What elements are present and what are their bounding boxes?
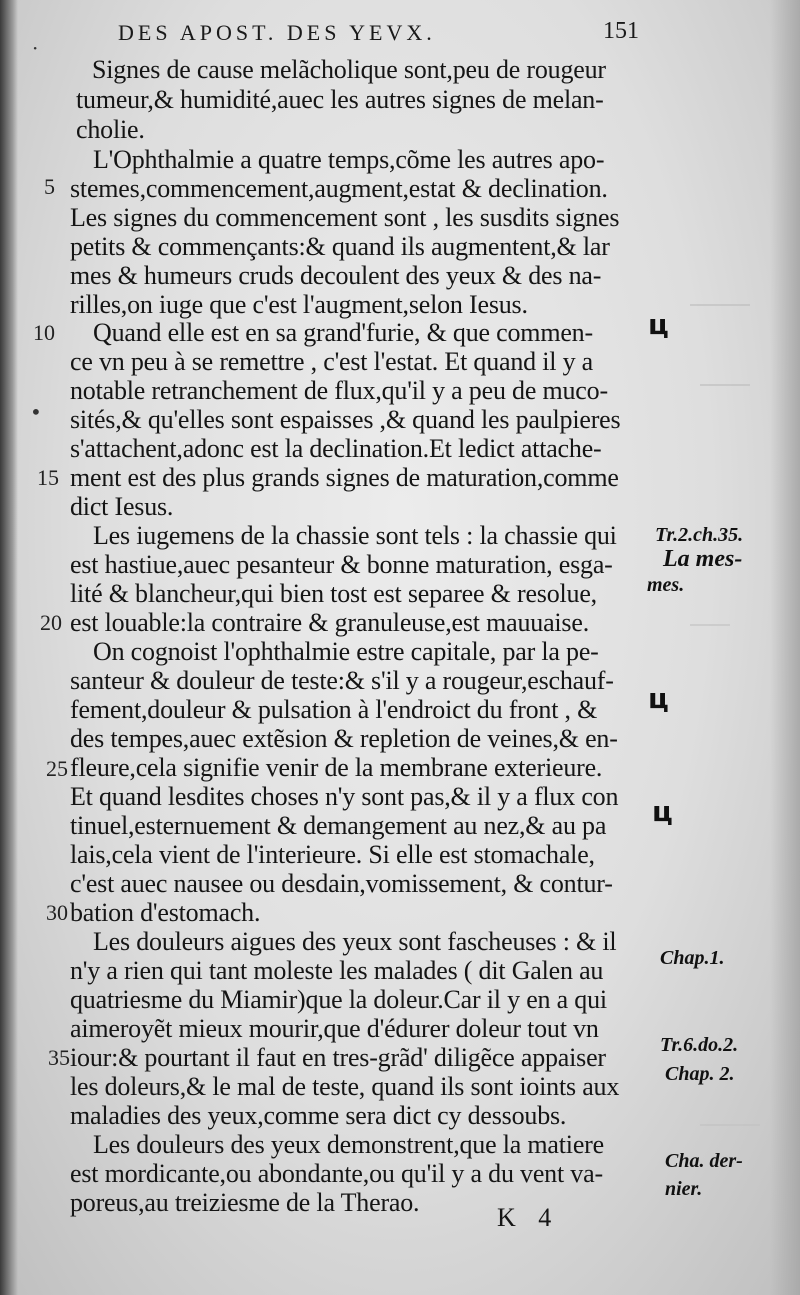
text-line: Signes de cause melãcholique sont,peu de rougeur	[92, 55, 606, 84]
line-number: 25	[46, 756, 68, 781]
handwritten-mark: ц	[648, 308, 669, 341]
text-line: mes & humeurs cruds decoulent des yeux & des na-	[70, 261, 602, 290]
text-line: fement,douleur & pulsation à l'endroict du front , &	[70, 695, 598, 724]
marginal-note: Cha. der-	[665, 1150, 743, 1172]
marginal-note: Tr.6.do.2.	[660, 1034, 739, 1056]
text-line: maladies des yeux,comme sera dict cy dessoubs.	[70, 1101, 567, 1130]
line-number: 15	[37, 465, 59, 490]
text-line: Quand elle est en sa grand'furie, & que commen-	[93, 318, 593, 347]
marginal-note: nier.	[665, 1178, 703, 1200]
text-line: iour:& pourtant il faut en tres-grãd' diligẽce appaiser	[70, 1043, 606, 1072]
margin-dot: •	[30, 400, 42, 424]
text-line: stemes,commencement,augment,estat & declination.	[70, 174, 608, 203]
text-line: lité & blancheur,qui bien tost est separee & resolue,	[70, 579, 597, 608]
handwritten-mark: ц	[652, 795, 673, 828]
marginal-note: mes.	[647, 574, 685, 596]
text-line: bation d'estomach.	[70, 898, 261, 927]
text-line: fleure,cela signifie venir de la membrane exterieure.	[70, 753, 603, 782]
marginal-note: Chap. 2.	[665, 1063, 735, 1085]
text-line: n'y a rien qui tant moleste les malades ( dit Galen au	[70, 956, 604, 985]
text-line: rilles,on iuge que c'est l'augment,selon Iesus.	[70, 290, 528, 319]
text-line: c'est auec nausee ou desdain,vomissement, & contur-	[70, 869, 613, 898]
margin-dot: ·	[32, 36, 39, 60]
text-line: quatriesme du Miamir)que la doleur.Car il y en a qui	[70, 985, 607, 1014]
text-line: des tempes,auec extẽsion & repletion de veines,& en-	[70, 724, 618, 753]
page-number: 151	[603, 18, 639, 44]
signature-mark: K 4	[497, 1203, 560, 1232]
text-line: lais,cela vient de l'interieure. Si elle est stomachale,	[70, 840, 595, 869]
line-number: 5	[44, 174, 55, 199]
text-line: cholie.	[76, 115, 145, 144]
text-line: est mordicante,ou abondante,ou qu'il y a du vent va-	[70, 1159, 603, 1188]
text-line: s'attachent,adonc est la declination.Et ledict attache-	[70, 434, 602, 463]
text-line: les doleurs,& le mal de teste, quand ils sont ioints aux	[70, 1072, 620, 1101]
line-number: 35	[48, 1045, 70, 1070]
running-head: DES APOST. DES YEVX.	[118, 20, 436, 45]
line-number: 20	[40, 610, 62, 635]
text-line: petits & commençants:& quand ils augmentent,& lar	[70, 232, 610, 261]
text-line: tinuel,esternuement & demangement au nez,& au pa	[70, 811, 607, 840]
text-line: sités,& qu'elles sont espaisses ,& quand les paulpieres	[70, 405, 621, 434]
text-line: Les douleurs aigues des yeux sont fascheuses : & il	[93, 927, 617, 956]
marginal-note: La mes-	[663, 546, 743, 572]
marginal-note: Tr.2.ch.35.	[655, 524, 744, 546]
text-line: santeur & douleur de teste:& s'il y a rougeur,eschauf-	[70, 666, 614, 695]
text-line: Les signes du commencement sont , les susdits signes	[70, 203, 620, 232]
text-line: poreus,au treiziesme de la Therao.	[70, 1188, 420, 1217]
text-line: ment est des plus grands signes de maturation,comme	[70, 463, 619, 492]
text-line: notable retranchement de flux,qu'il y a peu de muco-	[70, 376, 608, 405]
text-line: Les douleurs des yeux demonstrent,que la matiere	[93, 1130, 604, 1159]
text-line: tumeur,& humidité,auec les autres signes de melan-	[76, 85, 604, 114]
line-number: 30	[46, 900, 68, 925]
text-line: aimeroyẽt mieux mourir,que d'édurer doleur tout vn	[70, 1014, 599, 1043]
text-line: Et quand lesdites choses n'y sont pas,& il y a flux con	[70, 782, 619, 811]
text-line: est hastiue,auec pesanteur & bonne maturation, esga-	[70, 550, 613, 579]
text-line: L'Ophthalmie a quatre temps,cõme les autres apo-	[93, 145, 605, 174]
marginal-note: Chap.1.	[660, 947, 725, 969]
handwritten-mark: ц	[648, 682, 669, 715]
text-line: On cognoist l'ophthalmie estre capitale, par la pe-	[93, 637, 599, 666]
text-line: dict Iesus.	[70, 492, 174, 521]
line-number: 10	[33, 320, 55, 345]
text-line: est louable:la contraire & granuleuse,est mauuaise.	[70, 608, 589, 637]
text-line: Les iugemens de la chassie sont tels : la chassie qui	[93, 521, 617, 550]
text-line: ce vn peu à se remettre , c'est l'estat. Et quand il y a	[70, 347, 594, 376]
